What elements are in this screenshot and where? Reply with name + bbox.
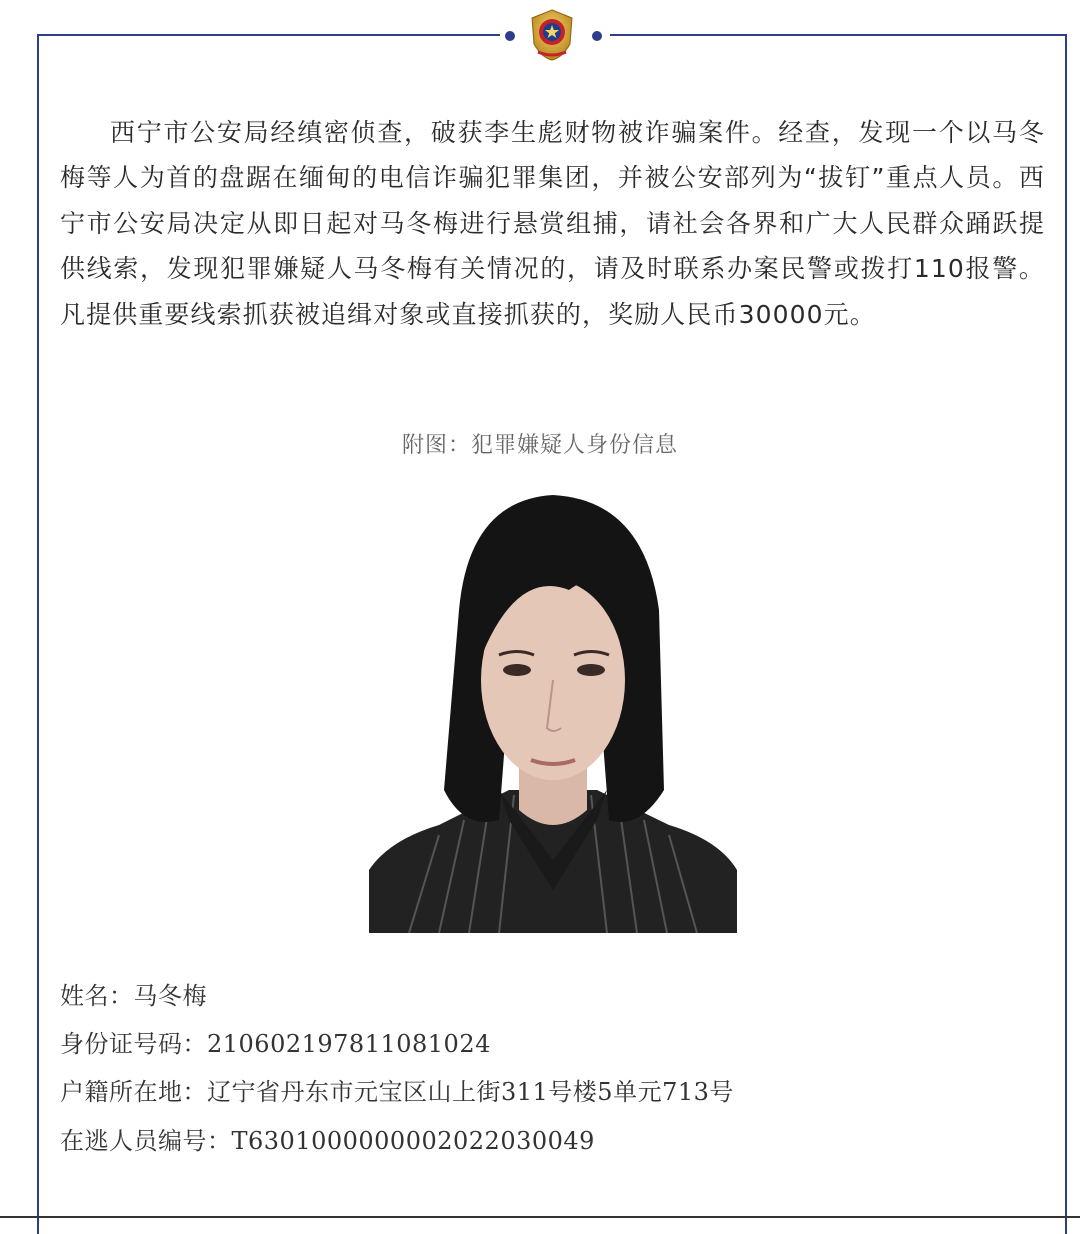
id-label: 身份证号码： [60, 1030, 207, 1058]
suspect-id-row [60, 1024, 491, 1059]
suspect-name-row [60, 976, 207, 1011]
police-emblem-icon [528, 8, 576, 62]
frame-dot-left [505, 31, 515, 41]
name-value: 马冬梅 [133, 982, 207, 1010]
photo-caption: 附图：犯罪嫌疑人身份信息 [401, 433, 678, 458]
suspect-fugitive-row [60, 1121, 595, 1156]
address-value: 辽宁省丹东市元宝区山上街311号楼5单元713号 [207, 1078, 734, 1106]
notice-paragraph: 西宁市公安局经缜密侦查，破获李生彪财物被诈骗案件。经查，发现一个以马冬梅等人为首的盘踞在缅甸的电信诈骗犯罪集团，并被公安部列为“拔钉”重点人员。西宁市公安局决定从即日起对马冬梅进行悬赏组捕，请社会各界和广大人民群众踊跃提供线索，发现犯罪嫌疑人马冬梅有关情况的，请及时联系办案民警或拨打110报警。凡提供重要线索抓获被追缉对象或直接抓获的，奖励人民币30000元。 [60, 118, 1045, 329]
address-label: 户籍所在地： [60, 1078, 207, 1106]
fugitive-value: T6301000000002022030049 [231, 1127, 595, 1155]
suspect-address-row [60, 1072, 734, 1107]
name-label: 姓名： [60, 982, 134, 1010]
frame-dot-right [592, 31, 602, 41]
suspect-photo [369, 490, 737, 933]
fugitive-label: 在逃人员编号： [60, 1127, 232, 1155]
id-value: 210602197811081024 [207, 1030, 491, 1058]
